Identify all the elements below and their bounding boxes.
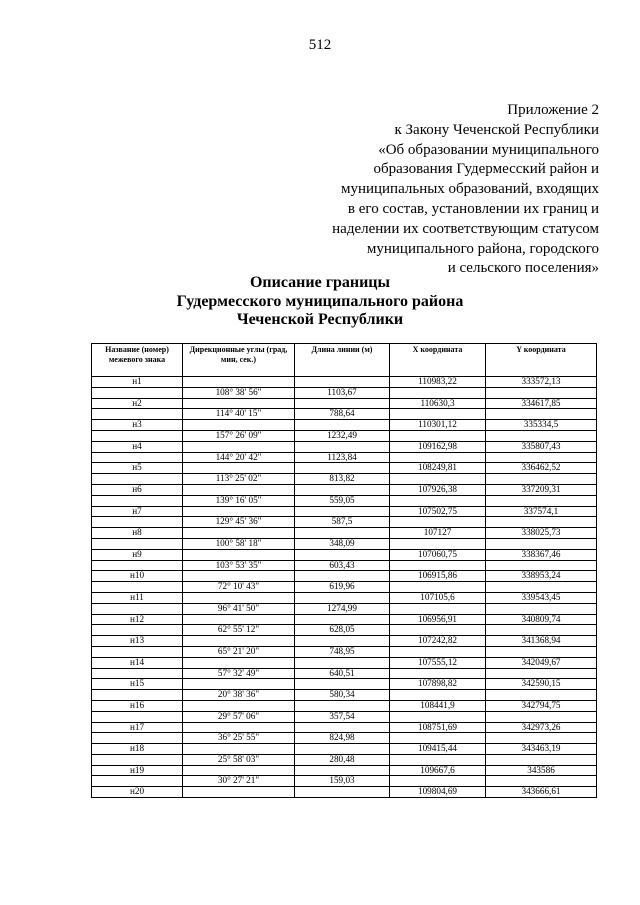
empty-cell — [486, 495, 597, 506]
table-row — [92, 517, 597, 528]
line-length-cell: 580,34 — [295, 690, 390, 701]
page-number: 512 — [308, 37, 332, 53]
empty-cell — [92, 646, 183, 657]
y-coordinate-cell: 340809,74 — [486, 614, 597, 625]
empty-cell — [390, 452, 486, 463]
x-coordinate-cell: 110630,3 — [390, 398, 486, 409]
y-coordinate-cell: 333572,13 — [486, 377, 597, 388]
empty-cell — [92, 711, 183, 722]
x-coordinate-cell: 109667,6 — [390, 765, 486, 776]
table-row — [92, 430, 597, 441]
x-coordinate-cell: 109415,44 — [390, 744, 486, 755]
table-row — [92, 441, 597, 452]
empty-cell — [92, 733, 183, 744]
direction-angle-cell: 57° 32' 49" — [183, 668, 295, 679]
direction-angle-cell: 113° 25' 02" — [183, 474, 295, 485]
line-length-cell: 813,82 — [295, 474, 390, 485]
empty-cell — [295, 571, 390, 582]
point-name-cell: н1 — [92, 377, 183, 388]
empty-cell — [390, 625, 486, 636]
direction-angle-cell: 100° 58' 18" — [183, 538, 295, 549]
empty-cell — [92, 387, 183, 398]
table-row — [92, 377, 597, 388]
appendix-line: и сельского поселения» — [447, 260, 599, 277]
empty-cell — [183, 592, 295, 603]
direction-angle-cell: 139° 16' 05" — [183, 495, 295, 506]
direction-angle-cell: 36° 25' 55" — [183, 733, 295, 744]
empty-cell — [486, 690, 597, 701]
empty-cell — [92, 668, 183, 679]
table-row — [92, 625, 597, 636]
x-coordinate-cell: 106915,86 — [390, 571, 486, 582]
table-row — [92, 700, 597, 711]
empty-cell — [390, 754, 486, 765]
empty-cell — [183, 614, 295, 625]
empty-cell — [295, 636, 390, 647]
empty-cell — [390, 690, 486, 701]
line-length-cell: 640,51 — [295, 668, 390, 679]
point-name-cell: н17 — [92, 722, 183, 733]
line-length-cell: 628,05 — [295, 625, 390, 636]
line-length-cell: 603,43 — [295, 560, 390, 571]
empty-cell — [390, 430, 486, 441]
y-coordinate-cell: 337574,1 — [486, 506, 597, 517]
document-title — [0, 274, 640, 330]
empty-cell — [295, 549, 390, 560]
table-row — [92, 722, 597, 733]
table-row — [92, 744, 597, 755]
point-name-cell: н18 — [92, 744, 183, 755]
point-name-cell: н4 — [92, 441, 183, 452]
empty-cell — [295, 722, 390, 733]
y-coordinate-cell: 336462,52 — [486, 463, 597, 474]
empty-cell — [295, 744, 390, 755]
direction-angle-cell: 65° 21' 20" — [183, 646, 295, 657]
empty-cell — [486, 560, 597, 571]
point-name-cell: н5 — [92, 463, 183, 474]
empty-cell — [390, 711, 486, 722]
y-coordinate-cell: 343666,61 — [486, 787, 597, 798]
point-name-cell: н8 — [92, 528, 183, 539]
empty-cell — [92, 474, 183, 485]
appendix-line: наделении их соответствующим статусом — [332, 220, 599, 237]
x-coordinate-cell: 110983,22 — [390, 377, 486, 388]
y-coordinate-cell: 342049,67 — [486, 657, 597, 668]
empty-cell — [295, 592, 390, 603]
empty-cell — [92, 409, 183, 420]
direction-angle-cell: 25° 58' 03" — [183, 754, 295, 765]
y-coordinate-cell: 335334,5 — [486, 420, 597, 431]
empty-cell — [183, 377, 295, 388]
table-row — [92, 463, 597, 474]
table-row — [92, 474, 597, 485]
empty-cell — [92, 582, 183, 593]
table-row — [92, 765, 597, 776]
table-header-row — [92, 344, 597, 377]
line-length-cell: 348,09 — [295, 538, 390, 549]
empty-cell — [390, 474, 486, 485]
empty-cell — [390, 646, 486, 657]
y-coordinate-cell: 338953,24 — [486, 571, 597, 582]
appendix-line: Приложение 2 — [507, 102, 599, 118]
empty-cell — [92, 517, 183, 528]
table-row — [92, 571, 597, 582]
empty-cell — [92, 430, 183, 441]
empty-cell — [183, 441, 295, 452]
empty-cell — [295, 657, 390, 668]
empty-cell — [92, 690, 183, 701]
empty-cell — [92, 603, 183, 614]
boundary-coordinates-table — [91, 343, 597, 798]
table-row — [92, 582, 597, 593]
x-coordinate-cell: 110301,12 — [390, 420, 486, 431]
empty-cell — [183, 679, 295, 690]
table-row — [92, 452, 597, 463]
point-name-cell: н11 — [92, 592, 183, 603]
table-row — [92, 549, 597, 560]
header-y-coordinate: Y координата — [486, 344, 597, 377]
table-row — [92, 603, 597, 614]
appendix-line: муниципальных образований, входящих — [340, 181, 599, 198]
line-length-cell: 748,95 — [295, 646, 390, 657]
empty-cell — [183, 722, 295, 733]
empty-cell — [92, 538, 183, 549]
line-length-cell: 587,5 — [295, 517, 390, 528]
table-row — [92, 420, 597, 431]
empty-cell — [390, 776, 486, 787]
direction-angle-cell: 157° 26' 09" — [183, 430, 295, 441]
line-length-cell: 1123,84 — [295, 452, 390, 463]
empty-cell — [486, 603, 597, 614]
empty-cell — [486, 409, 597, 420]
table-row — [92, 506, 597, 517]
x-coordinate-cell: 106956,91 — [390, 614, 486, 625]
direction-angle-cell: 114° 40' 15" — [183, 409, 295, 420]
empty-cell — [183, 484, 295, 495]
empty-cell — [486, 452, 597, 463]
y-coordinate-cell: 341368,94 — [486, 636, 597, 647]
empty-cell — [486, 733, 597, 744]
empty-cell — [486, 517, 597, 528]
table-body — [92, 377, 597, 798]
line-length-cell: 559,05 — [295, 495, 390, 506]
table-row — [92, 787, 597, 798]
table-row — [92, 711, 597, 722]
point-name-cell: н13 — [92, 636, 183, 647]
x-coordinate-cell: 107898,82 — [390, 679, 486, 690]
empty-cell — [390, 603, 486, 614]
x-coordinate-cell: 107105,6 — [390, 592, 486, 603]
table-row — [92, 409, 597, 420]
empty-cell — [295, 377, 390, 388]
empty-cell — [486, 754, 597, 765]
x-coordinate-cell: 107242,82 — [390, 636, 486, 647]
point-name-cell: н9 — [92, 549, 183, 560]
point-name-cell: н2 — [92, 398, 183, 409]
line-length-cell: 357,54 — [295, 711, 390, 722]
empty-cell — [390, 409, 486, 420]
empty-cell — [390, 560, 486, 571]
empty-cell — [486, 538, 597, 549]
direction-angle-cell: 144° 20' 42" — [183, 452, 295, 463]
empty-cell — [92, 452, 183, 463]
header-line-length: Длина линии (м) — [295, 344, 390, 377]
empty-cell — [92, 560, 183, 571]
table-row — [92, 776, 597, 787]
empty-cell — [183, 765, 295, 776]
x-coordinate-cell: 109804,69 — [390, 787, 486, 798]
table-row — [92, 398, 597, 409]
y-coordinate-cell: 343586 — [486, 765, 597, 776]
table-row — [92, 636, 597, 647]
y-coordinate-cell: 342590,15 — [486, 679, 597, 690]
table-row — [92, 754, 597, 765]
appendix-line: муниципального района, городского — [366, 240, 599, 257]
empty-cell — [92, 776, 183, 787]
y-coordinate-cell: 339543,45 — [486, 592, 597, 603]
x-coordinate-cell: 107502,75 — [390, 506, 486, 517]
table-row — [92, 495, 597, 506]
empty-cell — [183, 528, 295, 539]
empty-cell — [486, 668, 597, 679]
line-length-cell: 1274,99 — [295, 603, 390, 614]
table-row — [92, 538, 597, 549]
point-name-cell: н6 — [92, 484, 183, 495]
x-coordinate-cell: 108441,9 — [390, 700, 486, 711]
empty-cell — [390, 668, 486, 679]
empty-cell — [295, 787, 390, 798]
point-name-cell: н16 — [92, 700, 183, 711]
empty-cell — [183, 398, 295, 409]
empty-cell — [295, 441, 390, 452]
empty-cell — [183, 787, 295, 798]
table-row — [92, 484, 597, 495]
line-length-cell: 619,96 — [295, 582, 390, 593]
x-coordinate-cell: 109162,98 — [390, 441, 486, 452]
appendix-line: к Закону Чеченской Республики — [394, 121, 599, 138]
table-row — [92, 614, 597, 625]
empty-cell — [295, 398, 390, 409]
y-coordinate-cell: 338367,46 — [486, 549, 597, 560]
direction-angle-cell: 108° 38' 56" — [183, 387, 295, 398]
empty-cell — [183, 657, 295, 668]
table-row — [92, 387, 597, 398]
direction-angle-cell: 62° 55' 12" — [183, 625, 295, 636]
empty-cell — [486, 582, 597, 593]
point-name-cell: н3 — [92, 420, 183, 431]
empty-cell — [92, 495, 183, 506]
point-name-cell: н19 — [92, 765, 183, 776]
x-coordinate-cell: 107127 — [390, 528, 486, 539]
x-coordinate-cell: 107926,38 — [390, 484, 486, 495]
empty-cell — [390, 517, 486, 528]
empty-cell — [295, 420, 390, 431]
appendix-line: образования Гудермесский район и — [373, 161, 599, 178]
point-name-cell: н10 — [92, 571, 183, 582]
empty-cell — [183, 636, 295, 647]
empty-cell — [92, 625, 183, 636]
empty-cell — [486, 625, 597, 636]
empty-cell — [295, 614, 390, 625]
y-coordinate-cell: 337209,31 — [486, 484, 597, 495]
empty-cell — [183, 571, 295, 582]
table-row — [92, 528, 597, 539]
empty-cell — [390, 733, 486, 744]
line-length-cell: 1232,49 — [295, 430, 390, 441]
empty-cell — [295, 765, 390, 776]
line-length-cell: 159,03 — [295, 776, 390, 787]
direction-angle-cell: 29° 57' 06" — [183, 711, 295, 722]
table-row — [92, 560, 597, 571]
appendix-line: в его состав, установлении их границ и — [347, 200, 599, 217]
header-x-coordinate: X координата — [390, 344, 486, 377]
empty-cell — [486, 776, 597, 787]
direction-angle-cell: 72° 10' 43" — [183, 582, 295, 593]
header-point-name: Название (номер) межевого знака — [92, 344, 183, 377]
empty-cell — [295, 506, 390, 517]
empty-cell — [92, 754, 183, 765]
direction-angle-cell: 20° 38' 36" — [183, 690, 295, 701]
x-coordinate-cell: 107060,75 — [390, 549, 486, 560]
empty-cell — [390, 495, 486, 506]
y-coordinate-cell: 335807,43 — [486, 441, 597, 452]
line-length-cell: 280,48 — [295, 754, 390, 765]
empty-cell — [183, 700, 295, 711]
point-name-cell: н7 — [92, 506, 183, 517]
line-length-cell: 1103,67 — [295, 387, 390, 398]
direction-angle-cell: 30° 27' 21" — [183, 776, 295, 787]
empty-cell — [390, 387, 486, 398]
line-length-cell: 824,98 — [295, 733, 390, 744]
empty-cell — [183, 549, 295, 560]
empty-cell — [390, 538, 486, 549]
x-coordinate-cell: 108751,69 — [390, 722, 486, 733]
table-row — [92, 657, 597, 668]
x-coordinate-cell: 107555,12 — [390, 657, 486, 668]
empty-cell — [183, 744, 295, 755]
empty-cell — [486, 474, 597, 485]
table-row — [92, 592, 597, 603]
direction-angle-cell: 129° 45' 36" — [183, 517, 295, 528]
table-row — [92, 646, 597, 657]
line-length-cell: 788,64 — [295, 409, 390, 420]
table-row — [92, 733, 597, 744]
point-name-cell: н14 — [92, 657, 183, 668]
empty-cell — [183, 463, 295, 474]
point-name-cell: н15 — [92, 679, 183, 690]
direction-angle-cell: 103° 53' 35" — [183, 560, 295, 571]
point-name-cell: н20 — [92, 787, 183, 798]
table-row — [92, 668, 597, 679]
y-coordinate-cell: 342794,75 — [486, 700, 597, 711]
empty-cell — [183, 506, 295, 517]
appendix-line: «Об образовании муниципального — [378, 141, 599, 158]
empty-cell — [295, 528, 390, 539]
y-coordinate-cell: 343463,19 — [486, 744, 597, 755]
direction-angle-cell: 96° 41' 50" — [183, 603, 295, 614]
y-coordinate-cell: 342973,26 — [486, 722, 597, 733]
y-coordinate-cell: 338025,73 — [486, 528, 597, 539]
empty-cell — [295, 679, 390, 690]
empty-cell — [183, 420, 295, 431]
empty-cell — [486, 711, 597, 722]
title-line: Описание границы — [249, 274, 391, 291]
empty-cell — [486, 430, 597, 441]
appendix-heading — [259, 101, 599, 279]
empty-cell — [295, 484, 390, 495]
empty-cell — [486, 387, 597, 398]
point-name-cell: н12 — [92, 614, 183, 625]
empty-cell — [390, 582, 486, 593]
x-coordinate-cell: 108249,81 — [390, 463, 486, 474]
empty-cell — [295, 463, 390, 474]
table-row — [92, 679, 597, 690]
table-row — [92, 690, 597, 701]
y-coordinate-cell: 334617,85 — [486, 398, 597, 409]
empty-cell — [486, 646, 597, 657]
title-line: Гудермесского муниципального района — [176, 292, 464, 310]
header-direction-angle: Дирекционные углы (град, мин, сек.) — [183, 344, 295, 377]
empty-cell — [295, 700, 390, 711]
title-line: Чеченской Республики — [236, 311, 404, 328]
